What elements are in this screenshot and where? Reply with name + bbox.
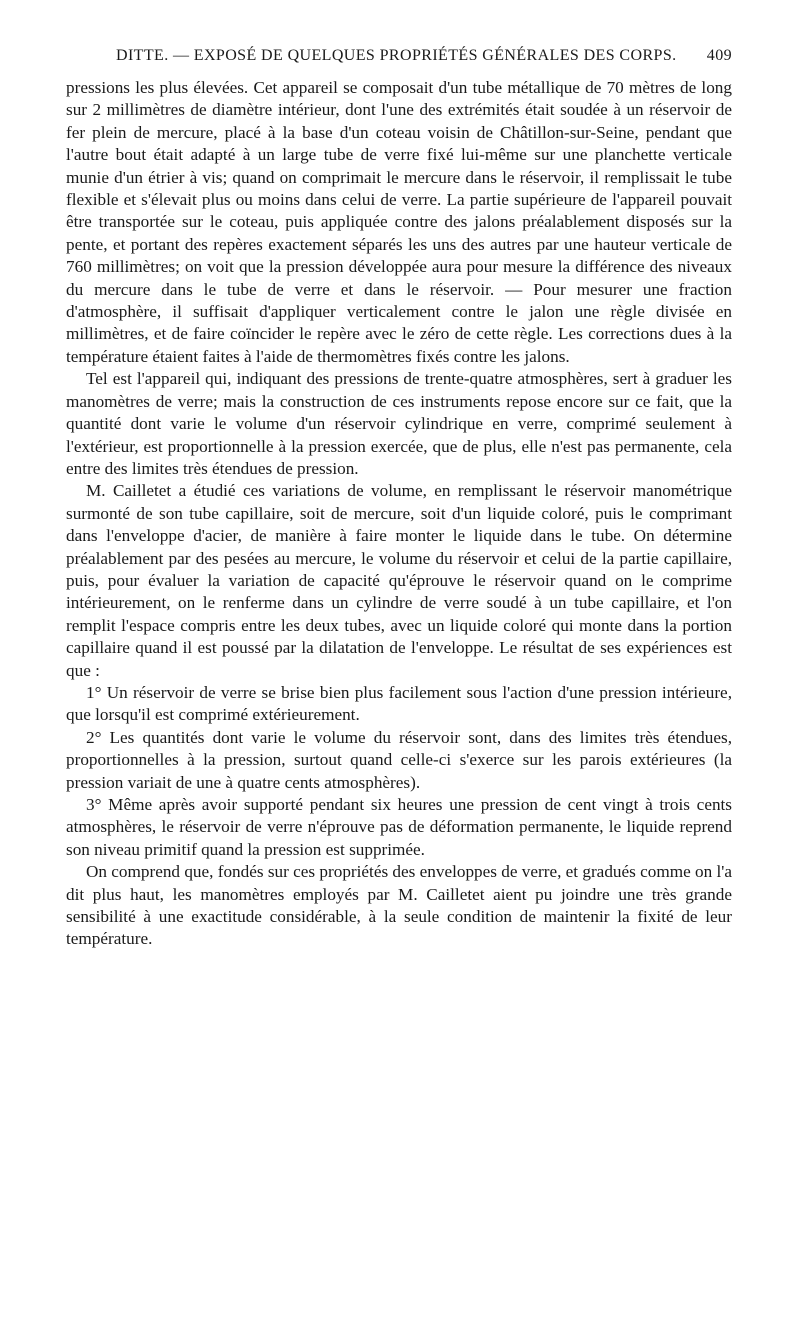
paragraph-continuation: pressions les plus élevées. Cet appareil se composait d'un tube métallique de 70 mètres de long sur 2 millimètres de diamètre intérieur, dont l'une des extrémités était soudée à un réservoir de fer plein de mercure, placé à la base d'un coteau voisin de Châtillon-sur-Seine, pendant que l'autre bout était adapté à un large tube de verre fixé lui-même sur une planchette verticale munie d'un étrier à vis; quand on comprimait le mercure dans le réservoir, il remplissait le tube flexible et s'élevait plus ou moins dans celui de verre. La partie supérieure de l'appareil pouvait être transportée sur le coteau, puis appliquée contre des jalons préalablement disposés sur la pente, et portant des repères exactement séparés les uns des autres par une hauteur verticale de 760 millimètres; on voit que la pression développée aura pour mesure la différence des niveaux du mercure dans le tube de verre et dans le réservoir. — Pour mesurer une fraction d'atmosphère, il suffisait d'appliquer verticalement contre le jalon une règle divisée en millimètres, et de faire coïncider le repère avec le zéro de cette règle. Les corrections dues à la température étaient faites à l'aide de thermomètres fixés contre les jalons. (66, 78, 732, 366)
running-header (116, 47, 732, 65)
numbered-item: 2° Les quantités dont varie le volume du réservoir sont, dans des limites très étendues, proportionnelles à la pression, surtout quand celle-ci s'exerce sur les parois extérieures (la pression variait de une à quatre cents atmosphères). (66, 727, 732, 792)
page-number: 409 (706, 47, 732, 64)
paragraph: M. Cailletet a étudié ces variations de volume, en remplissant le réservoir manométrique surmonté de son tube capillaire, soit de mercure, soit d'un liquide coloré, puis le comprimant dans l'enveloppe d'acier, de manière à faire monter le liquide dans le tube. On détermine préalablement par des pesées au mercure, le volume du réservoir et celui de la partie capillaire, puis, pour évaluer la variation de capacité qu'éprouve le réservoir quand on le comprime intérieurement, on le renferme dans un cylindre de verre soudé à un tube capillaire, et l'on remplit l'espace compris entre les deux tubes, avec un liquide coloré qui monte dans la portion capillaire quand il est poussé par la dilatation de l'enveloppe. Le résultat de ses expériences est que : (66, 481, 732, 680)
running-title: DITTE. — EXPOSÉ DE QUELQUES PROPRIÉTÉS GÉNÉRALES DES CORPS. (116, 47, 677, 64)
numbered-item: 3° Même après avoir supporté pendant six heures une pression de cent vingt à trois cents atmosphères, le réservoir de verre n'éprouve pas de déformation permanente, le liquide reprend son niveau primitif quand la pression est supprimée. (66, 795, 732, 859)
body-text (66, 77, 732, 951)
paragraph: Tel est l'appareil qui, indiquant des pressions de trente-quatre atmosphères, sert à graduer les manomètres de verre; mais la construction de ces instruments repose encore sur ce fait, que la quantité dont varie le volume d'un réservoir cylindrique en verre, comprimé seulement à l'extérieur, est proportionnelle à la pression exercée, que de plus, elle n'est pas permanente, cela entre des limites très étendues de pression. (66, 369, 732, 478)
numbered-item: 1° Un réservoir de verre se brise bien plus facilement sous l'action d'une pression intérieure, que lorsqu'il est comprimé extérieurement. (66, 682, 732, 725)
paragraph: On comprend que, fondés sur ces propriétés des enveloppes de verre, et gradués comme on l'a dit plus haut, les manomètres employés par M. Cailletet aient pu joindre une très grande sensibilité à une exactitude considérable, à la seule condition de maintenir la fixité de leur température. (66, 862, 732, 949)
